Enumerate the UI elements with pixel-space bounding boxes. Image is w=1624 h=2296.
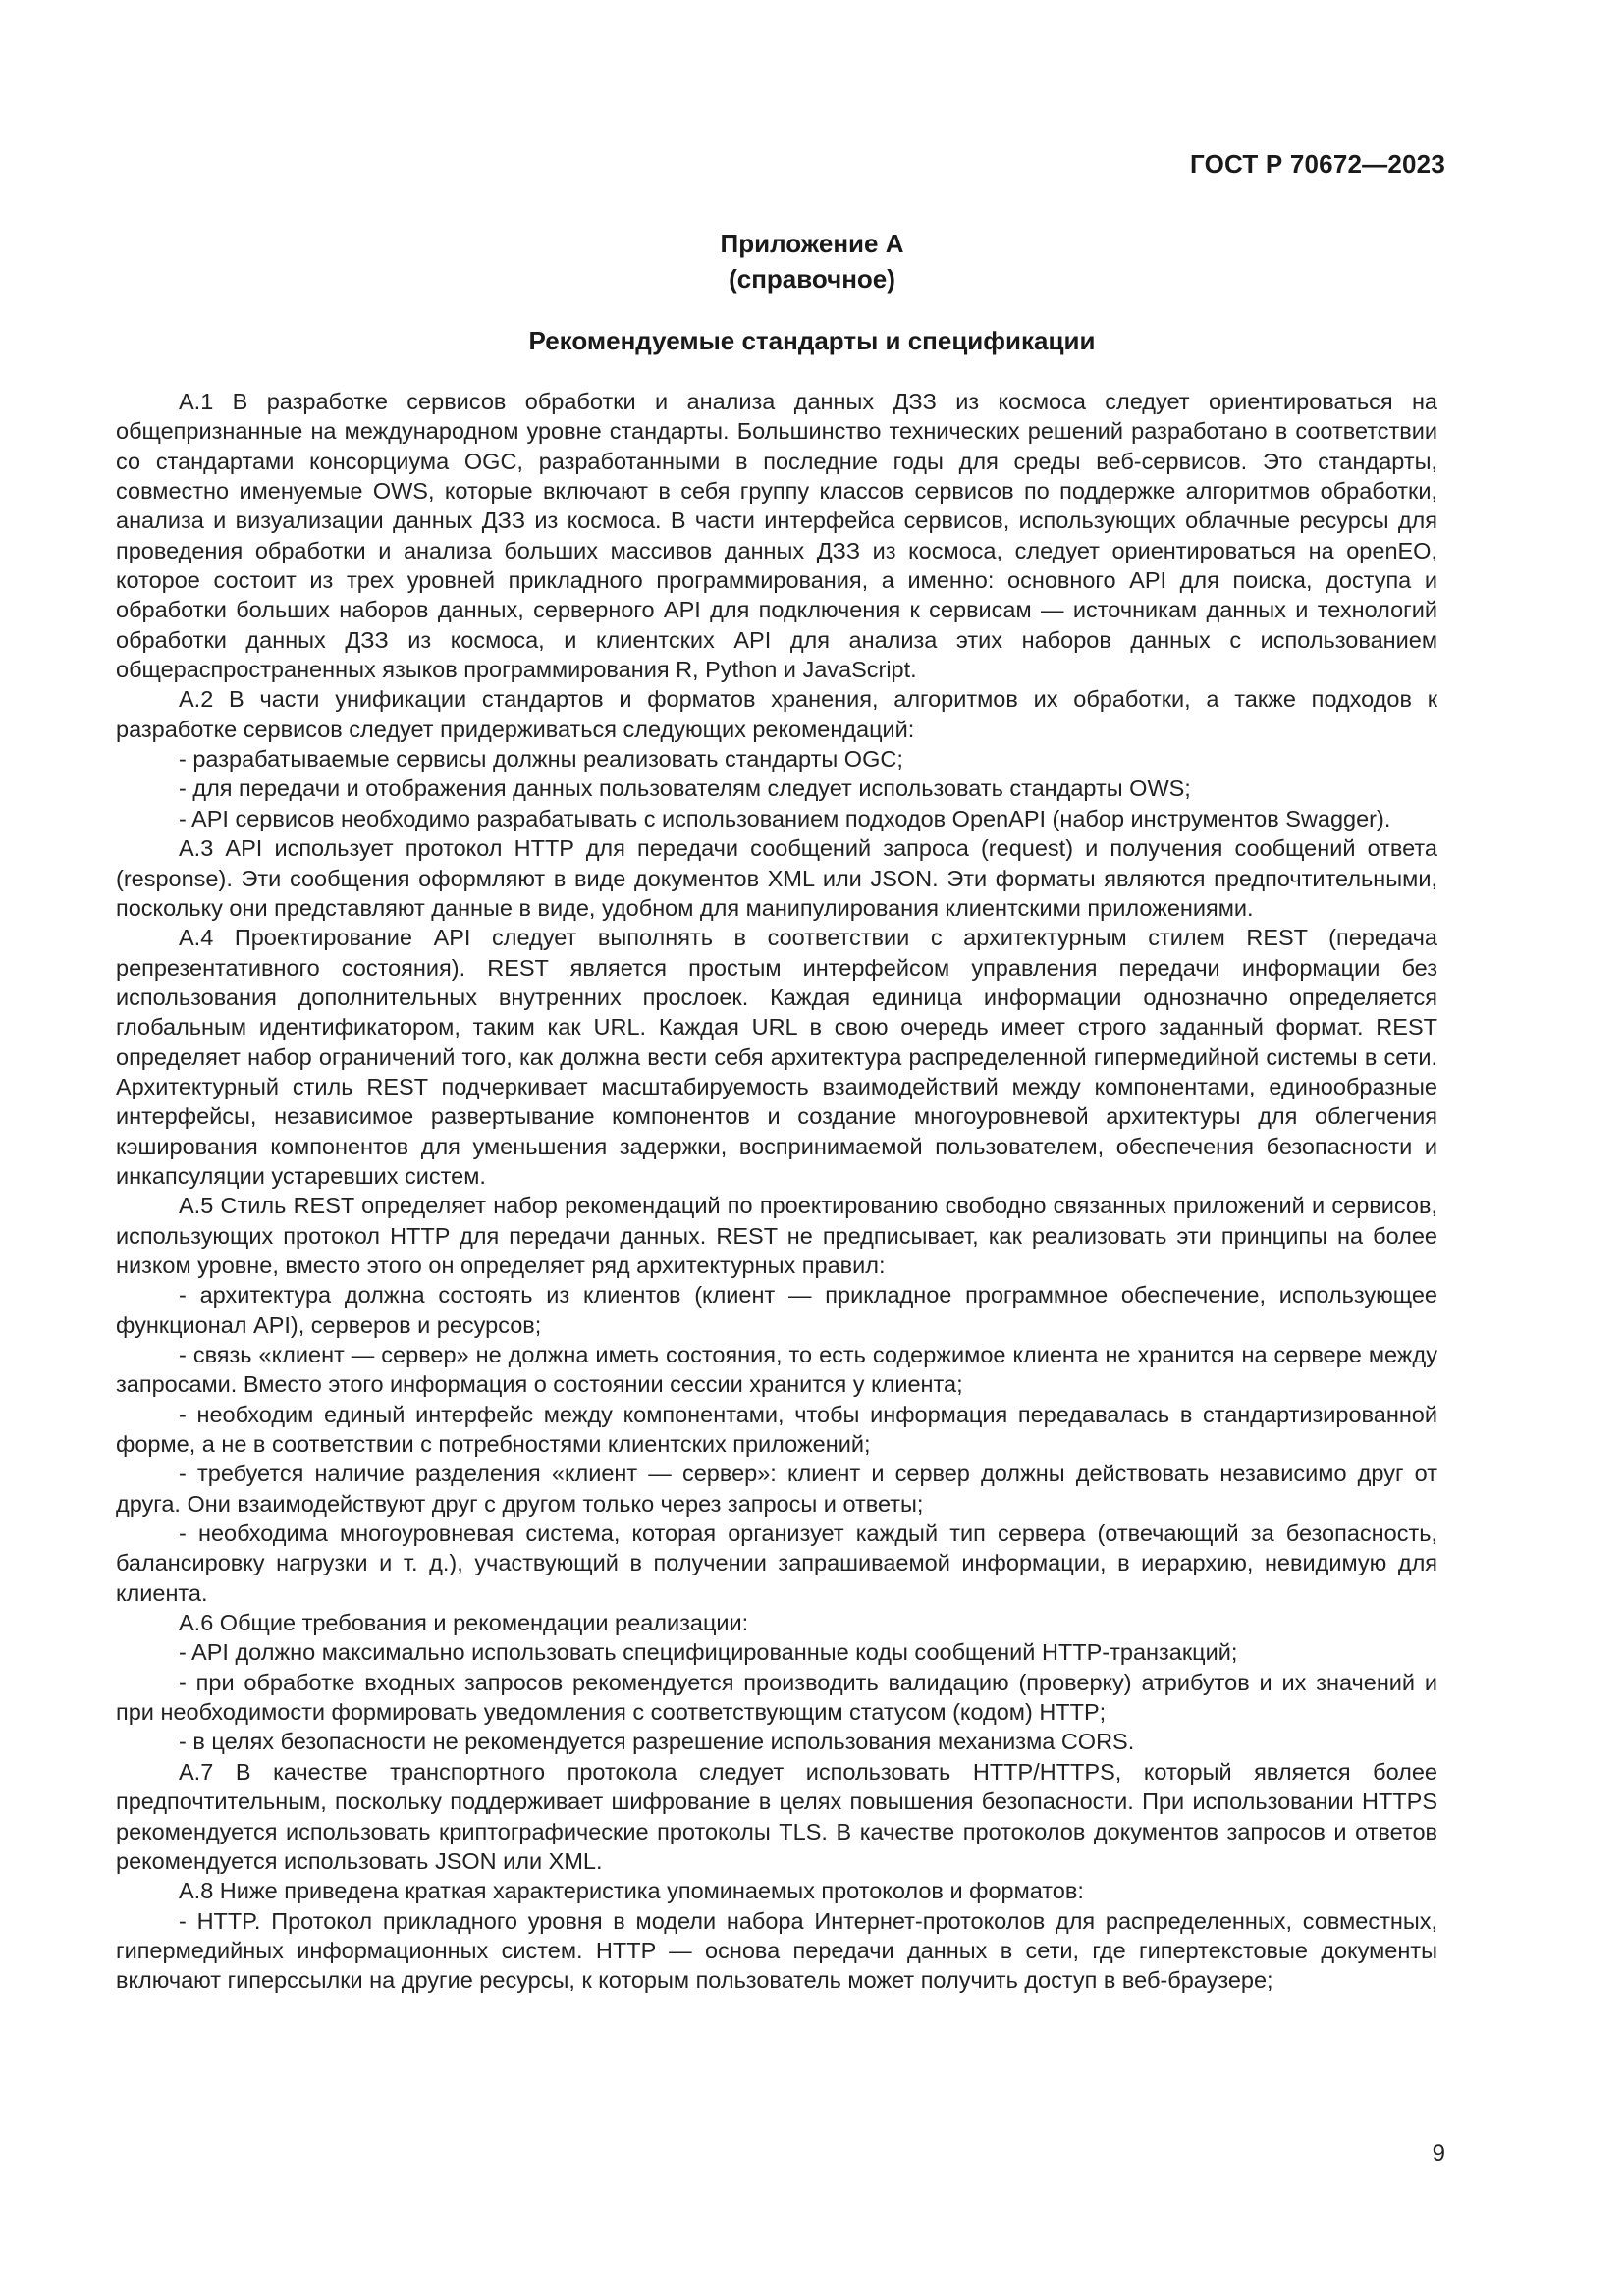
body-text [116,387,1437,1996]
page-number: 9 [1432,2140,1445,2166]
list-item: - HTTP. Протокол прикладного уровня в модели набора Интернет-протоколов для распределенных, совместных, гипермедийных информационных систем. HTTP — основа передачи данных в сети, где гипертекстовые документы включают гиперссылки на другие ресурсы, к которым пользователь может получить доступ в веб-браузере; [116,1907,1437,1994]
paragraph-a4: А.4 Проектирование API следует выполнять в соответствии с архитектурным стилем REST (передача репрезентативного состояния). REST является простым интерфейсом управления передачи информации без использования дополнительных внутренних прослоек. Каждая единица информации однозначно определяется глобальным идентификатором, таким как URL. Каждая URL в свою очередь имеет строго заданный формат. REST определяет набор ограничений того, как должна вести себя архитектура распределенной гипермедийной системы в сети. Архитектурный стиль REST подчеркивает масштабируемость взаимодействий между компонентами, единообразные интерфейсы, независимое развертывание компонентов и создание многоуровневой архитектуры для облегчения кэширования компонентов для уменьшения задержки, воспринимаемой пользователем, обеспечения безопасности и инкапсуляции устаревших систем. [116,925,1437,1189]
appendix-title: Приложение А [720,229,904,258]
list-item: - необходима многоуровневая система, которая организует каждый тип сервера (отвечающий за безопасность, балансировку нагрузки и т. д.), участвующий в получении запрашиваемой информации, в иерархию, невидимую для клиента. [116,1521,1437,1606]
paragraph-a7: А.7 В качестве транспортного протокола следует использовать HTTP/HTTPS, который является более предпочтительным, поскольку поддерживает шифрование в целях повышения безопасности. При использовании HTTPS рекомендуется использовать криптографические протоколы TLS. В качестве протоколов документов запросов и ответов рекомендуется использовать JSON или XML. [116,1758,1437,1874]
list-item: - необходим единый интерфейс между компонентами, чтобы информация передавалась в стандартизированной форме, а не в соответствии с потребностями клиентских приложений; [116,1401,1437,1458]
list-item: - API сервисов необходимо разрабатывать с использованием подходов OpenAPI (набор инструментов Swagger). [179,805,1391,831]
list-item: - API должно максимально использовать специфицированные коды сообщений HTTP-транзакций; [179,1639,1238,1666]
list-item: - при обработке входных запросов рекомендуется производить валидацию (проверку) атрибутов и их значений и при необходимости формировать уведомления с соответствующим статусом (кодом) HTTP; [116,1669,1437,1726]
list-item: - в целях безопасности не рекомендуется разрешение использования механизма CORS. [179,1729,1135,1755]
list-item: - архитектура должна состоять из клиентов (клиент — прикладное программное обеспечение, использующее функционал API), серверов и ресурсов; [116,1282,1437,1338]
appendix-heading [0,226,1624,296]
paragraph-a3: А.3 API использует протокол HTTP для передачи сообщений запроса (request) и получения сообщений ответа (response). Эти сообщения оформляют в виде документов XML или JSON. Эти форматы являются предпочтительными, поскольку они представляют данные в виде, удобном для манипулирования клиентскими приложениями. [116,835,1437,921]
paragraph-a6: А.6 Общие требования и рекомендации реализации: [179,1610,749,1636]
document-code-header: ГОСТ Р 70672—2023 [1190,149,1445,179]
paragraph-a2: А.2 В части унификации стандартов и форматов хранения, алгоритмов их обработки, а также подходов к разработке сервисов следует придерживаться следующих рекомендаций: [116,686,1437,742]
list-item: - разрабатываемые сервисы должны реализовать стандарты OGC; [179,746,903,773]
paragraph-a5: А.5 Стиль REST определяет набор рекомендаций по проектированию свободно связанных приложений и сервисов, использующих протокол HTTP для передачи данных. REST не предписывает, как реализовать эти принципы на более низком уровне, вместо этого он определяет ряд архитектурных правил: [116,1193,1437,1278]
paragraph-a1: А.1 В разработке сервисов обработки и анализа данных ДЗЗ из космоса следует ориентироваться на общепризнанные на международном уровне стандарты. Большинство технических решений разработано в соответствии со стандартами консорциума OGC, разработанными в последние годы для среды веб-сервисов. Это стандарты, совместно именуемые OWS, которые включают в себя группу классов сервисов по поддержке алгоритмов обработки, анализа и визуализации данных ДЗЗ из космоса. В части интерфейса сервисов, использующих облачные ресурсы для проведения обработки и анализа больших массивов данных ДЗЗ из космоса, следует ориентироваться на openEO, которое состоит из трех уровней прикладного программирования, а именно: основного API для поиска, доступа и обработки больших наборов данных, серверного API для подключения к сервисам — источникам данных и технологий обработки данных ДЗЗ из космоса, и клиентских API для анализа этих наборов данных с использованием общераспространенных языков программирования R, Python и JavaScript. [116,389,1437,683]
section-title: Рекомендуемые стандарты и спецификации [528,326,1096,355]
list-item: - требуется наличие разделения «клиент — сервер»: клиент и сервер должны действовать независимо друг от друга. Они взаимодействуют друг с другом только через запросы и ответы; [116,1461,1437,1517]
list-item: - для передачи и отображения данных пользователям следует использовать стандарты OWS; [179,775,1191,802]
list-item: - связь «клиент — сервер» не должна иметь состояния, то есть содержимое клиента не хранится на сервере между запросами. Вместо этого информация о состоянии сессии хранится у клиента; [116,1342,1437,1398]
paragraph-a8: А.8 Ниже приведена краткая характеристика упоминаемых протоколов и форматов: [179,1878,1084,1904]
appendix-subtitle: (справочное) [729,264,895,294]
